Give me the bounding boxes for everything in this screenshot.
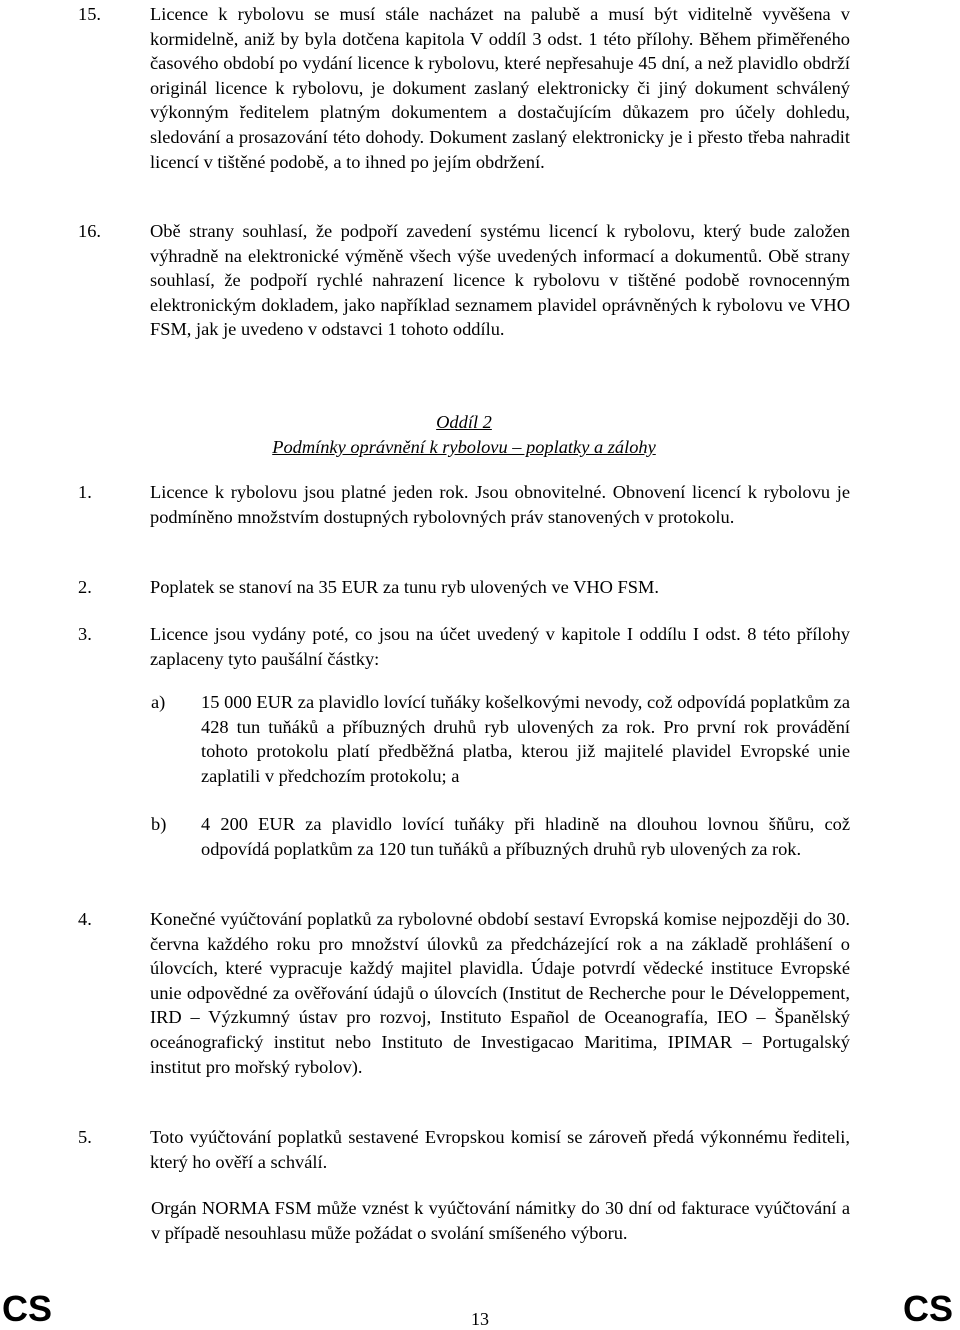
footer-language-right: CS <box>903 1288 954 1329</box>
subitem-b <box>151 812 850 861</box>
paragraph-number: 15. <box>78 4 101 24</box>
paragraph-text: Licence k rybolovu se musí stále nacházet na palubě a musí být viditelně vyvěšena v kormidelně, aniž by byla dotčena kapitola V oddíl 3 odst. 1 této přílohy. Během přiměřeného časového období po vydání licence k rybolovu, které nepřesahuje 45 dní, a než plavidlo obdrží originál licence k rybolovu, je dokument zaslaný elektronicky či jiný dokument schválený výkonným ředitelem platným dokumentem a dostačujícím důkazem pro účely dohledu, sledování a prosazování této dohody. Dokument zaslaný elektronicky je i přesto třeba nahradit licencí v tištěné podobě, a to ihned po jejím obdržení. <box>150 4 850 172</box>
section-title: Oddíl 2 <box>436 412 492 432</box>
page-number: 13 <box>471 1309 489 1329</box>
item-text: Licence jsou vydány poté, co jsou na účet uvedený v kapitole I oddílu I odst. 8 této přílohy zaplaceny tyto paušální částky: <box>150 624 850 669</box>
subitem-text: 15 000 EUR za plavidlo lovící tuňáky košelkovými nevody, což odpovídá poplatkům za 428 tun tuňáků a příbuzných druhů ryb ulovených za rok. Pro první rok provádění tohoto protokolu platí předběžná platba, kterou již majitelé plavidel Evropské unie zaplatili v předchozím protokolu; a <box>201 692 850 786</box>
item-2 <box>78 575 850 600</box>
item-number: 2. <box>78 577 92 597</box>
item-number: 4. <box>78 909 92 929</box>
footer-language-left: CS <box>2 1288 53 1329</box>
paragraph-number: 16. <box>78 221 101 241</box>
paragraph-15 <box>78 2 850 174</box>
item-text: Toto vyúčtování poplatků sestavené Evropskou komisí se zároveň předá výkonnému řediteli, který ho ověří a schválí. <box>150 1127 850 1172</box>
item-3 <box>78 622 850 671</box>
item-4 <box>78 907 850 1079</box>
item-number: 3. <box>78 624 92 644</box>
subitem-text: 4 200 EUR za plavidlo lovící tuňáky při hladině na dlouhou lovnou šňůru, což odpovídá poplatkům za 120 tun tuňáků a příbuzných druhů ryb ulovených za rok. <box>201 814 850 859</box>
closing-paragraph: Orgán NORMA FSM může vznést k vyúčtování námitky do 30 dní od fakturace vyúčtování a v případě nesouhlasu může požádat o svolání smíšeného výboru. <box>151 1198 850 1243</box>
subitem-label: b) <box>151 814 167 834</box>
item-number: 1. <box>78 482 92 502</box>
item-text: Poplatek se stanoví na 35 EUR za tunu ryb ulovených ve VHO FSM. <box>150 577 659 597</box>
item-5 <box>78 1125 850 1174</box>
item-text: Licence k rybolovu jsou platné jeden rok. Jsou obnovitelné. Obnovení licencí k rybolovu je podmíněno množstvím dostupných rybolovných práv stanovených v protokolu. <box>150 482 850 527</box>
paragraph-text: Obě strany souhlasí, že podpoří zavedení systému licencí k rybolovu, který bude založen výhradně na elektronické výměně všech výše uvedených informací a dokumentů. Obě strany souhlasí, že podpoří rychlé nahrazení licence k rybolovu v tištěné podobě rovnocenným elektronickým dokladem, jako například seznamem plavidel oprávněných k rybolovu ve VHO FSM, jak je uvedeno v odstavci 1 tohoto oddílu. <box>150 221 850 340</box>
section-subtitle: Podmínky oprávnění k rybolovu – poplatky a zálohy <box>272 437 656 457</box>
subitem-a <box>151 690 850 788</box>
subitem-label: a) <box>151 692 166 712</box>
item-1 <box>78 480 850 529</box>
paragraph-16 <box>78 219 850 342</box>
item-number: 5. <box>78 1127 92 1147</box>
section-heading <box>78 410 850 460</box>
item-text: Konečné vyúčtování poplatků za rybolovné období sestaví Evropská komise nejpozději do 30. června každého roku pro množství úlovků za předcházející rok a na základě prohlášení o úlovcích, které vypracuje každý majitel plavidla. Údaje potvrdí vědecké instituce Evropské unie odpovědné za ověřování údajů o úlovcích (Institut de Recherche pour le Développement, IRD – Výzkumný ústav pro rozvoj, Instituto Español de Oceanografía, IEO – Španělský oceánografický institut nebo Instituto de Investigacao Maritima, IPIMAR – Portugalský institut pro mořský rybolov). <box>150 909 850 1077</box>
